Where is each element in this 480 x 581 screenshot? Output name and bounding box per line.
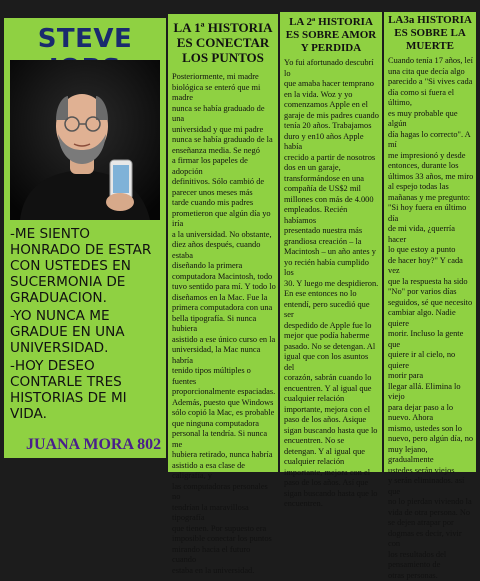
story-1-text: Posteriormente, mi madre biológica se enteró que mi madre nunca se había graduado de una universidad y que mi padre nunca se había graduado de la enseñanza media. Se negó a firmar los papeles de adopción definitivos. Sólo cambió de parecer unos meses más tarde cuando mis padres prometieron que algún día yo iría a la universidad. No obstante, diez años después, cuando estaba diseñando la primera computadora Macintosh, todo tuvo sentido para mí. Y todo lo diseñamos en la Mac. Fue la primera computadora con una bella tipografía. Si nunca hubiera asistido a ese único curso en la universidad, la Mac nunca habría tenido tipos múltiples o fuentes proporcionalmente espaciadas. Además, puesto que Windows sólo copió la Mac, es probable que ninguna computadora personal la tendría. Si nunca me hubiera retirado, nunca habría asistido a esa clase de caligrafía, y las computadoras personales no tendrían la maravillosa tipografía que tienen. Por supuesto era imposible conectar los puntos mirando hacia el futuro cuando estaba en la universidad.: [172, 72, 276, 575]
left-panel: [4, 18, 166, 458]
quote-line-1: -ME SIENTO HONRADO DE ESTAR CON USTEDES EN SUCERMONIA DE GRADUACION.: [10, 226, 152, 306]
story-2-column: [278, 12, 382, 508]
quote-line-3: -HOY DESEO CONTARLE TRES HISTORIAS DE MI VIDA.: [10, 358, 127, 422]
quote-line-2: -YO NUNCA ME GRADUE EN UNA UNIVERSIDAD.: [10, 308, 125, 356]
portrait-illustration: [10, 60, 160, 220]
story-2-title: LA 2ª HISTORIA ES SOBRE AMOR Y PERDIDA: [285, 16, 377, 54]
story-1-column: [166, 14, 278, 575]
story-3-column: [382, 12, 476, 580]
story-2-text: Yo fui afortunado descubrí lo que amaba hacer temprano en la vida. Woz y yo comenzamos Apple en el garaje de mis padres cuando tenía 20 años. Trabajamos duro y en10 años Apple había crecido a partir de nosotros dos en un garaje, transformándose en una compañía de US$2 mil millones con más de 4.000 empleados. Recién habíamos presentado nuestra más grandiosa creación – la Macintosh – un año antes y yo recién había cumplido los 30. Y luego me despidieron. En ese entonces no lo entendí, pero sucedió que ser despedido de Apple fue lo mejor que podía haberme pasado. No se detengan. Al igual que con los asuntos del corazón, sabrán cuando lo encuentren. Y al igual que cualquier relación importante, mejora con el paso de los años. Asique sigan buscando hasta que lo encuentren. No se detengan. Y al igual que cualquier relación importante, mejora con el paso de los años. Así que sigan buscando hasta que lo encuentren.: [284, 58, 379, 508]
story-3-text: Cuando tenía 17 años, leí una cita que decía algo parecido a "Si vives cada día como si fuera el último, es muy probable que algún día hagas lo correcto". A mí me impresionó y desde entonces, durante los últimos 33 años, me miro al espejo todas las mañanas y me pregunto: "Si hoy fuera en último día de mi vida, ¿querría hacer lo que estoy a punto de hacer hoy?" Y cada vez que la respuesta ha sido "No" por varios días seguidos, sé que necesito cambiar algo. Nadie quiere morir. Incluso la gente que quiere ir al cielo, no quiere morir para llegar allá. Elimina lo viejo para dejar paso a lo nuevo. Ahora mismo, ustedes son lo nuevo, pero algún día, no muy lejano, gradualmente ustedes serán viejos y serán eliminados. así que no lo pierdan viviendo la vida de otra persona. No se dejen atrapar por dogmas es decir, vivir con los resultados del pensamiento de otras personas.: [388, 56, 474, 580]
author-name: JUANA MORA 802: [26, 436, 162, 453]
story-1-title: LA 1ª HISTORIA ES CONECTAR LOS PUNTOS: [173, 20, 273, 65]
page-title: STEVE: [37, 24, 133, 54]
portrait-photo: [10, 60, 160, 220]
story-3-title: LA3a HISTORIA ES SOBRE LA MUERTE: [388, 14, 472, 52]
